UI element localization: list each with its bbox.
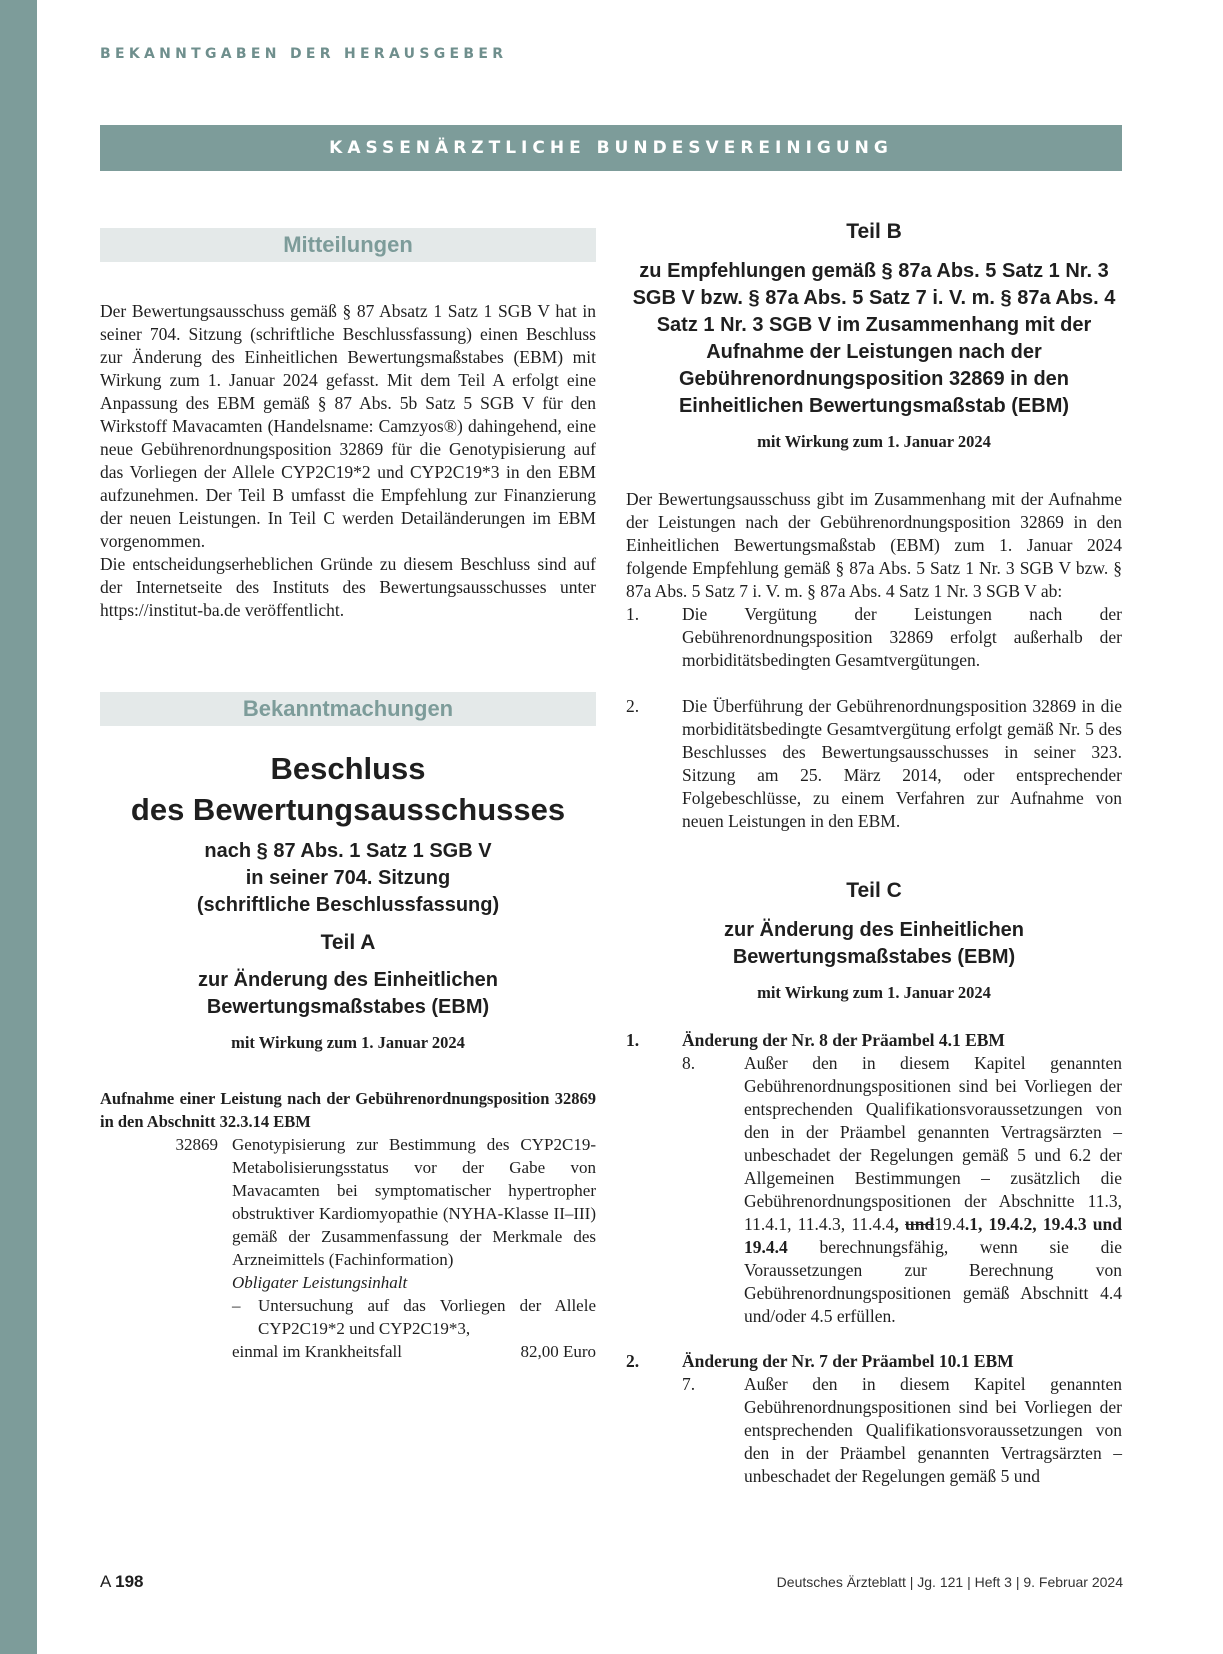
teil-b-item-2 <box>626 695 1122 833</box>
sidebar-strip <box>0 0 37 1654</box>
left-column <box>100 228 596 1363</box>
teil-c-item-1-sub <box>626 1052 1122 1328</box>
price: 82,00 Euro <box>520 1342 596 1361</box>
text-part-struck: und <box>905 1214 935 1234</box>
mitteilungen-heading: Mitteilungen <box>283 232 413 257</box>
beschluss-subtitle-3: (schriftliche Beschlussfassung) <box>196 894 500 916</box>
mitteilungen-heading-bar <box>100 228 596 262</box>
item-number: 1. <box>626 1030 640 1050</box>
sub-number: 8. <box>682 1053 696 1073</box>
page-number <box>100 1572 144 1592</box>
item-title: Änderung der Nr. 8 der Präambel 4.1 EBM <box>682 1030 1005 1050</box>
teil-b-effective-date: mit Wirkung zum 1. Januar 2024 <box>757 432 991 451</box>
right-column <box>626 220 1122 1488</box>
list-dash: – <box>232 1296 241 1315</box>
gop-number: 32869 <box>175 1135 218 1154</box>
mitteilungen-paragraph: Der Bewertungsausschuss gemäß § 87 Absatz 1 Satz 1 SGB V hat in seiner 704. Sitzung (schriftliche Beschlussfassung) einen Beschluss zur Änderung des Einheitlichen Bewertungsmaßstabes (EBM) mit Wirkung zum 1. Januar 2024 gefasst. Mit dem Teil A erfolgt eine Anpassung des EBM gemäß § 87 Abs. 5b Satz 5 SGB V für den Wirkstoff Mavacamten (Handelsname: Camzyos®) dahingehend, eine neue Gebührenordnungsposition 32869 für die Genotypisierung auf das Vorliegen der Allele CYP2C19*2 und CYP2C19*3 in den EBM aufzunehmen. Der Teil B umfasst die Empfehlung zur Finanzierung der neuen Leistungen. In Teil C werden Detailänderungen im EBM vorgenommen. <box>100 301 596 551</box>
item-text: Die Vergütung der Leistungen nach der Gebührenordnungsposition 32869 erfolgt außerhalb der morbiditätsbedingten Gesamtvergütungen. <box>682 604 1122 670</box>
mitteilungen-paragraph-2: Die entscheidungserheblichen Gründe zu diesem Beschluss sind auf der Internetseite des Instituts des Bewertungsausschusses unter https://institut-ba.de veröffentlicht. <box>100 554 596 620</box>
aufnahme-heading: Aufnahme einer Leistung nach der Gebührenordnungsposition 32869 in den Abschnitt 32.3.14 EBM <box>100 1089 596 1131</box>
teil-c-subtitle-1: zur Änderung des Einheitlichen <box>723 919 1025 941</box>
teil-b-heading: Teil B <box>846 220 902 243</box>
item-number: 2. <box>626 696 640 716</box>
text-part: 19.4 <box>934 1214 965 1234</box>
teil-a-subtitle-1: zur Änderung des Einheitlichen <box>197 969 499 991</box>
teil-c-item-2-sub <box>626 1373 1122 1488</box>
section-tag: BEKANNTGABEN DER HERAUSGEBER <box>100 46 508 62</box>
teil-c-effective-date: mit Wirkung zum 1. Januar 2024 <box>757 983 991 1002</box>
journal-citation: Deutsches Ärzteblatt | Jg. 121 | Heft 3 | 9. Februar 2024 <box>776 1574 1123 1590</box>
page-prefix: A <box>100 1572 111 1591</box>
sub-text: Außer den in diesem Kapitel genannten Gebührenordnungspositionen sind bei Vorliegen der entsprechenden Qualifikationsvoraussetzungen von den in der Präambel genannten Vertragsärzten – unbeschadet der Regelungen gemäß 5 und <box>744 1374 1122 1486</box>
teil-c-subtitle-2: Bewertungsmaßstabes (EBM) <box>732 946 1016 968</box>
page-number-value: 198 <box>115 1572 144 1591</box>
teil-b-item-1 <box>626 603 1122 672</box>
teil-a-heading: Teil A <box>320 931 376 954</box>
teil-a-effective-date: mit Wirkung zum 1. Januar 2024 <box>231 1033 465 1052</box>
teil-a-subtitle-2: Bewertungsmaßstabes (EBM) <box>206 996 490 1018</box>
teil-c-item-2-title <box>626 1350 1122 1373</box>
item-text: Die Überführung der Gebührenordnungsposition 32869 in die morbiditätsbedingte Gesamtvergütung erfolgt gemäß Nr. 5 des Beschlusses des Bewertungsausschusses in seiner 323. Sitzung am 25. März 2014, oder entsprechender Folgebeschlüsse, zu einem Verfahren zur Aufnahme von neuen Leistungen in den EBM. <box>682 696 1122 831</box>
beschluss-subtitle-1: nach § 87 Abs. 1 Satz 1 SGB V <box>204 840 492 862</box>
text-part: Außer den in diesem Kapitel genannten Gebührenordnungspositionen sind bei Vorliegen der entsprechenden Qualifikationsvoraussetzungen von den in der Präambel genannten Vertragsärzten – unbeschadet der Regelungen gemäß 5 und 6.2 der Allgemeinen Bestimmungen – zusätzlich die Gebührenordnungspositionen der Abschnitte 11.3, 11.4.1, 11.4.3, 11.4.4 <box>744 1053 1122 1234</box>
teil-c-heading: Teil C <box>846 879 902 902</box>
text-part-bold: , <box>894 1214 899 1234</box>
bekanntmachungen-heading: Bekanntmachungen <box>242 696 454 721</box>
sub-number: 7. <box>682 1374 696 1394</box>
item-number: 1. <box>626 604 640 624</box>
text-part: berechnungsfähig, wenn sie die Voraussetzungen zur Berechnung von Gebührenordnungspositionen gemäß Abschnitt 4.4 und/oder 4.5 erfüllen. <box>744 1237 1122 1326</box>
teil-c-item-1-title <box>626 1029 1122 1052</box>
teil-b-subtitle: zu Empfehlungen gemäß § 87a Abs. 5 Satz 1 Nr. 3 SGB V bzw. § 87a Abs. 5 Satz 7 i. V. m. § 87a Abs. 4 Satz 1 Nr. 3 SGB V im Zusammenhang mit der Aufnahme der Leistungen nach der Gebührenordnungsposition 32869 in den Einheitlichen Bewertungsmaßstab (EBM) <box>632 260 1116 417</box>
obligater-leistungsinhalt: Obligater Leistungsinhalt <box>232 1273 408 1292</box>
beschluss-title-line-2: des Bewertungsausschusses <box>130 792 566 827</box>
item-number: 2. <box>626 1351 640 1371</box>
beschluss-title-line-1: Beschluss <box>270 751 426 786</box>
bekanntmachungen-heading-bar <box>100 692 596 726</box>
text-part-bold: .1, 19.4.2, 19.4.3 und 19.4.4 <box>744 1214 1122 1257</box>
sub-text <box>744 1052 1122 1328</box>
gop-description: Genotypisierung zur Bestimmung des CYP2C19-Metabolisierungsstatus vor der Gabe von Mavacamten bei symptomatischer hypertropher obstruktiver Kardiomyopathie (NYHA-Klasse II–III) gemäß der Zusammenfassung der Merkmale des Arzneimittels (Fachinformation) <box>232 1135 596 1269</box>
teil-b-intro: Der Bewertungsausschuss gibt im Zusammenhang mit der Aufnahme der Leistungen nach der Gebührenordnungsposition 32869 in den Einheitlichen Bewertungsmaßstab (EBM) zum 1. Januar 2024 folgende Empfehlung gemäß § 87a Abs. 5 Satz 1 Nr. 3 SGB V bzw. § 87a Abs. 5 Satz 7 i. V. m. § 87a Abs. 4 Satz 1 Nr. 3 SGB V ab: <box>626 489 1122 601</box>
item-title: Änderung der Nr. 7 der Präambel 10.1 EBM <box>682 1351 1014 1371</box>
banner-title: KASSENÄRZTLICHE BUNDESVEREINIGUNG <box>329 138 893 158</box>
beschluss-subtitle-2: in seiner 704. Sitzung <box>245 867 451 889</box>
untersuchung-text: Untersuchung auf das Vorliegen der Allele CYP2C19*2 und CYP2C19*3, <box>258 1296 596 1338</box>
einmal-text: einmal im Krankheitsfall <box>232 1342 402 1361</box>
banner <box>100 125 1122 171</box>
